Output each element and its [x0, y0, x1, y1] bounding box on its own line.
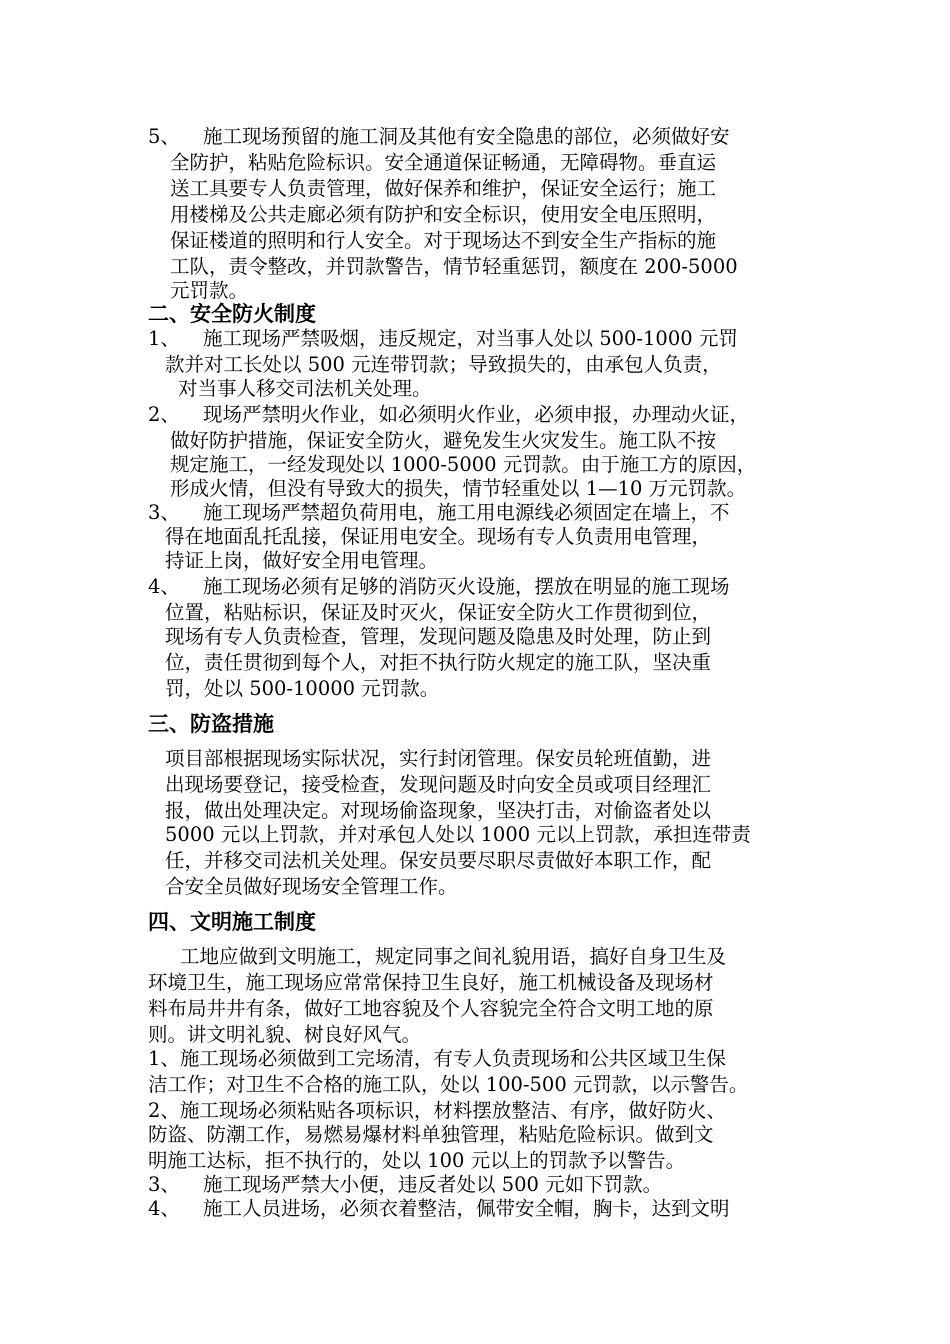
- text-line: 工地应做到文明施工，规定同事之间礼貌用语，搞好自身卫生及: [180, 945, 727, 968]
- text-line: 对当事人移交司法机关处理。: [178, 377, 432, 400]
- text-line: 施工现场必须有足够的消防灭火设施，摆放在明显的施工现场: [203, 575, 730, 598]
- text-line: 则。讲文明礼貌、树良好风气。: [148, 1023, 422, 1046]
- text-line: 现场严禁明火作业，如必须明火作业，必须申报，办理动火证，: [203, 403, 750, 426]
- item-number: 2、: [148, 403, 180, 426]
- section-heading-anti-theft: 三、防盗措施: [148, 712, 274, 736]
- text-line: 形成火情，但没有导致大的损失，情节轻重处以 1—10 万元罚款。: [170, 477, 747, 500]
- text-line: 任，并移交司法机关处理。保安员要尽职尽责做好本职工作，配: [165, 849, 712, 872]
- text-line: 施工现场严禁大小便，违反者处以 500 元如下罚款。: [203, 1173, 663, 1196]
- item-number: 4、: [148, 1197, 180, 1220]
- text-line: 5000 元以上罚款，并对承包人处以 1000 元以上罚款，承担连带责: [165, 823, 751, 846]
- item-number: 4、: [148, 575, 180, 598]
- text-line: 报，做出处理决定。对现场偷盗现象，坚决打击，对偷盗者处以: [165, 799, 712, 822]
- text-line: 2、施工现场必须粘贴各项标识，材料摆放整洁、有序，做好防火、: [148, 1099, 726, 1122]
- item-number: 3、: [148, 501, 180, 524]
- text-line: 料布局井井有条，做好工地容貌及个人容貌完全符合文明工地的原: [148, 997, 714, 1020]
- text-line: 洁工作；对卫生不合格的施工队，处以 100-500 元罚款，以示警告。: [148, 1073, 749, 1096]
- section-heading-civilized-construction: 四、文明施工制度: [148, 910, 316, 934]
- item-number: 3、: [148, 1173, 180, 1196]
- item-number: 5、: [148, 125, 180, 148]
- text-line: 项目部根据现场实际状况，实行封闭管理。保安员轮班值勤，进: [165, 747, 712, 770]
- text-line: 做好防护措施，保证安全防火，避免发生火灾发生。施工队不按: [170, 429, 717, 452]
- text-line: 合安全员做好现场安全管理工作。: [165, 875, 458, 898]
- text-line: 施工人员进场，必须衣着整洁，佩带安全帽，胸卡，达到文明: [203, 1197, 730, 1220]
- text-line: 现场有专人负责检查，管理，发现问题及隐患及时处理，防止到: [165, 625, 712, 648]
- text-line: 规定施工，一经发现处以 1000-5000 元罚款。由于施工方的原因，: [170, 453, 757, 476]
- text-line: 工队，责令整改，并罚款警告，情节轻重惩罚，额度在 200-5000: [170, 255, 738, 278]
- text-line: 用楼梯及公共走廊必须有防护和安全标识，使用安全电压照明，: [170, 203, 717, 226]
- text-line: 款并对工长处以 500 元连带罚款；导致损失的，由承包人负责，: [165, 353, 722, 376]
- text-line: 元罚款。: [170, 279, 249, 302]
- text-line: 出现场要登记，接受检查，发现问题及时向安全员或项目经理汇: [165, 773, 712, 796]
- text-line: 位，责任贯彻到每个人，对拒不执行防火规定的施工队，坚决重: [165, 651, 712, 674]
- text-line: 得在地面乱托乱接，保证用电安全。现场有专人负责用电管理，: [165, 525, 712, 548]
- text-line: 施工现场严禁吸烟，违反规定，对当事人处以 500-1000 元罚: [203, 327, 738, 350]
- text-line: 施工现场严禁超负荷用电，施工用电源线必须固定在墙上，不: [203, 501, 730, 524]
- text-line: 防盗、防潮工作，易燃易爆材料单独管理，粘贴危险标识。做到文: [148, 1123, 714, 1146]
- text-line: 明施工达标，拒不执行的，处以 100 元以上的罚款予以警告。: [148, 1149, 686, 1172]
- text-line: 全防护，粘贴危险标识。安全通道保证畅通，无障碍物。垂直运: [170, 151, 717, 174]
- text-line: 环境卫生，施工现场应常常保持卫生良好，施工机械设备及现场材: [148, 971, 714, 994]
- text-line: 施工现场预留的施工洞及其他有安全隐患的部位，必须做好安: [203, 125, 730, 148]
- text-line: 保证楼道的照明和行人安全。对于现场达不到安全生产指标的施: [170, 229, 717, 252]
- text-line: 位置，粘贴标识，保证及时灭火，保证安全防火工作贯彻到位，: [165, 601, 712, 624]
- text-line: 罚，处以 500-10000 元罚款。: [165, 677, 440, 700]
- text-line: 送工具要专人负责管理，做好保养和维护，保证安全运行；施工: [170, 177, 717, 200]
- text-line: 1、施工现场必须做到工完场清，有专人负责现场和公共区域卫生保: [148, 1047, 726, 1070]
- item-number: 1、: [148, 327, 180, 350]
- section-heading-fire-safety: 二、安全防火制度: [148, 302, 316, 326]
- text-line: 持证上岗，做好安全用电管理。: [165, 549, 439, 572]
